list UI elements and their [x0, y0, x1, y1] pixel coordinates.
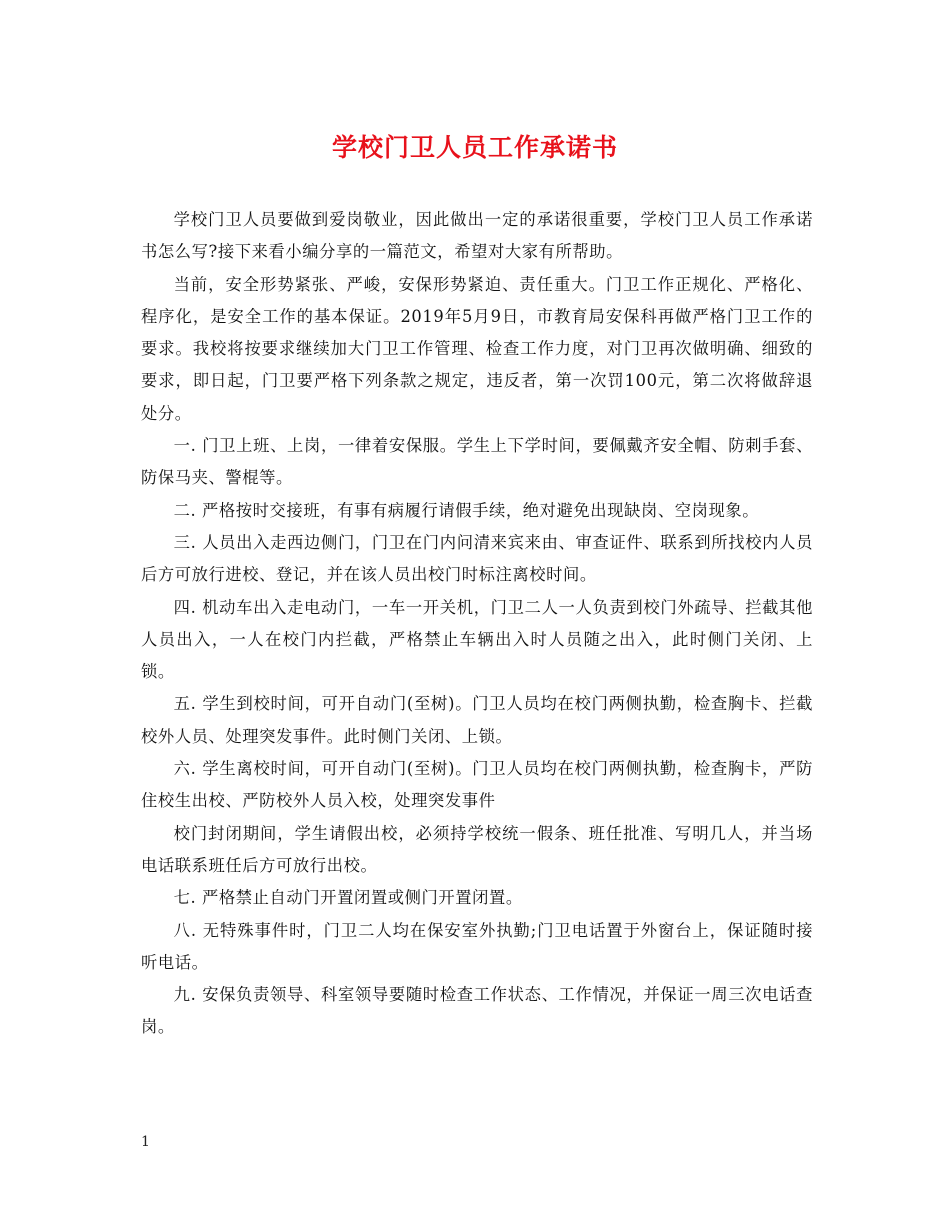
paragraph-intro: 学校门卫人员要做到爱岗敬业，因此做出一定的承诺很重要，学校门卫人员工作承诺书怎么写?接下来看小编分享的一篇范文，希望对大家有所帮助。 — [141, 210, 813, 262]
paragraph-item-3: 三. 人员出入走西边侧门，门卫在门内问清来宾来由、审查证件、联系到所找校内人员后方可放行进校、登记，并在该人员出校门时标注离校时间。 — [141, 532, 813, 585]
paragraph-item-8: 八. 无特殊事件时，门卫二人均在保安室外执勤;门卫电话置于外窗台上，保证随时接听电话。 — [141, 920, 813, 972]
paragraph-item-2: 二. 严格按时交接班，有事有病履行请假手续，绝对避免出现缺岗、空岗现象。 — [173, 500, 760, 520]
document-body — [141, 204, 813, 1044]
paragraph-item-9: 九. 安保负责领导、科室领导要随时检查工作状态、工作情况，并保证一周三次电话查岗。 — [141, 985, 813, 1037]
paragraph-item-7: 七. 严格禁止自动门开置闭置或侧门开置闭置。 — [173, 888, 523, 908]
paragraph-item-6: 六. 学生离校时间，可开自动门(至树)。门卫人员均在校门两侧执勤，检查胸卡，严防住校生出校、严防校外人员入校，处理突发事件 — [141, 759, 813, 811]
document-title: 学校门卫人员工作承诺书 — [331, 133, 618, 162]
paragraph-closure-note: 校门封闭期间，学生请假出校，必须持学校统一假条、班任批准、写明几人，并当场电话联系班任后方可放行出校。 — [141, 823, 813, 875]
paragraph-item-1: 一. 门卫上班、上岗，一律着安保服。学生上下学时间，要佩戴齐安全帽、防刺手套、防保马夹、警棍等。 — [141, 436, 813, 488]
paragraph-item-4: 四. 机动车出入走电动门，一车一开关机，门卫二人一人负责到校门外疏导、拦截其他人员出入，一人在校门内拦截，严格禁止车辆出入时人员随之出入，此时侧门关闭、上锁。 — [141, 597, 813, 682]
paragraph-background: 当前，安全形势紧张、严峻，安保形势紧迫、责任重大。门卫工作正规化、严格化、程序化，是安全工作的基本保证。2019年5月9日，市教育局安保科再做严格门卫工作的要求。我校将按要求继续加大门卫工作管理、检查工作力度，对门卫再次做明确、细致的要求，即日起，门卫要严格下列条款之规定，违反者，第一次罚100元，第二次将做辞退处分。 — [141, 274, 813, 423]
paragraph-item-5: 五. 学生到校时间，可开自动门(至树)。门卫人员均在校门两侧执勤，检查胸卡、拦截校外人员、处理突发事件。此时侧门关闭、上锁。 — [141, 694, 813, 746]
page-number: 1 — [141, 1134, 150, 1150]
